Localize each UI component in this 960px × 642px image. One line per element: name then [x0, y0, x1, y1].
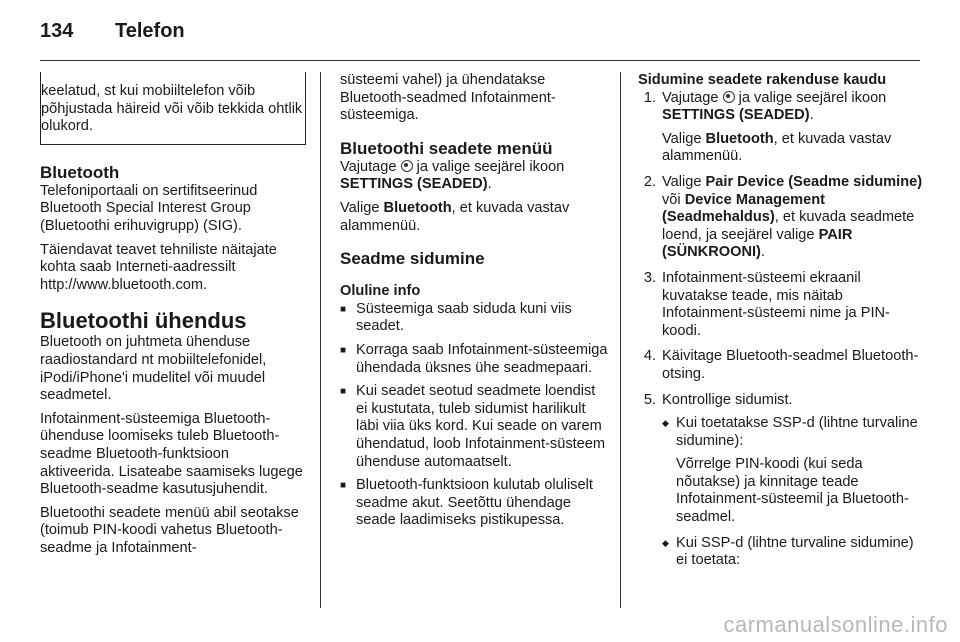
column-divider-2 — [620, 72, 621, 608]
page-title: Telefon — [115, 20, 185, 42]
paragraph: Valige Bluetooth, et kuvada vastav alammenüü. — [662, 130, 892, 165]
note-box — [40, 72, 306, 145]
square-bullet-icon: ■ — [340, 386, 347, 398]
paragraph: süsteemi vahel) ja ühendatakse Bluetooth-seadmed Infotainment-süsteemiga. — [340, 72, 556, 124]
gear-icon — [723, 91, 735, 103]
list-item: 5. Kontrollige sidumist. — [643, 391, 793, 408]
list-item: 3. Infotainment-süsteemi ekraanil kuvatakse teade, mis näitab Infotainment-süsteemi nime ja PIN-koodi. — [643, 269, 890, 339]
paragraph: Bluetoothi seadete menüü abil seotakse (toimub PIN-koodi vahetus Bluetooth-seadme ja Infotainment- — [40, 504, 299, 556]
watermark: carmanualsonline.info — [723, 612, 948, 637]
paragraph: Võrrelge PIN-koodi (kui seda nõutakse) ja kinnitage teade Infotainment-süsteemil ja Bluetooth-seadmel. — [676, 456, 909, 526]
list-item: 4. Käivitage Bluetooth-seadmel Bluetooth-otsing. — [643, 348, 919, 382]
paragraph: Täiendavat teavet tehniliste näitajate kohta saab Interneti-aadressilt http://www.bluetooth.com. — [40, 241, 277, 293]
heading-bluetooth-connection: Bluetoothi ühendus — [40, 308, 247, 334]
column-2 — [340, 72, 608, 530]
sub-list-item: ◆ Kui toetatakse SSP-d (lihtne turvaline sidumine): — [662, 415, 918, 449]
column-3 — [638, 72, 928, 570]
list-item: 2. Valige Pair Device (Seadme sidumine) või Device Management (Seadmehaldus), et kuvada seadmete loend, ja seejärel valige PAIR (SÜNKROONI). — [643, 173, 923, 261]
paragraph: Valige Bluetooth, et kuvada vastav alammenüü. — [340, 199, 570, 234]
diamond-bullet-icon: ◆ — [662, 418, 669, 429]
header-rule — [40, 60, 920, 61]
list-item: ■ Bluetooth-funktsioon kulutab oluliselt seadme akut. Seetõttu ühendage seade laadimiseks pistikupessa. — [340, 477, 593, 529]
list-item: ■ Kui seadet seotud seadmete loendist ei kustutata, tuleb sidumist harilikult läbi viia üks kord. Kui seade on varem ühendatud, loob Infotainment-süsteem ühenduse automaatselt. — [340, 383, 606, 470]
column-divider-1 — [320, 72, 321, 608]
square-bullet-icon: ■ — [340, 344, 347, 356]
gear-icon — [401, 160, 413, 172]
list-item: ■ Süsteemiga saab siduda kuni viis seadet. — [340, 300, 572, 335]
paragraph: Vajutage ja valige seejärel ikoon SETTINGS (SEADED). — [340, 158, 565, 193]
paragraph: Infotainment-süsteemiga Bluetooth-ühenduse loomiseks tuleb Bluetooth-seadme Bluetooth-funktsioon aktiveerida. Lisateabe saamiseks lugege Bluetooth-seadme kasutusjuhendit. — [40, 410, 303, 498]
paragraph: Telefoniportaali on sertifitseerinud Bluetooth Special Interest Group (Bluetoothi erihuvigrupp) (SIG). — [40, 182, 258, 234]
page-header — [40, 20, 185, 46]
column-1 — [40, 72, 306, 557]
heading-device-pairing: Seadme sidumine — [340, 249, 485, 269]
heading-bluetooth-settings-menu: Bluetoothi seadete menüü — [340, 138, 553, 158]
heading-important-info: Oluline info — [340, 283, 421, 300]
diamond-bullet-icon: ◆ — [662, 537, 669, 548]
list-item: ■ Korraga saab Infotainment-süsteemiga ühendada üksnes ühe seadmepaari. — [340, 341, 608, 376]
paragraph: Bluetooth on juhtmeta ühenduse raadiostandard nt mobiiltelefonidel, iPodi/iPhone'i mudelitel või muudel seadmetel. — [40, 334, 267, 404]
square-bullet-icon: ■ — [340, 303, 347, 315]
note-text: keelatud, st kui mobiiltelefon võib põhjustada häireid või võib tekkida ohtlik olukord. — [41, 83, 303, 135]
heading-bluetooth: Bluetooth — [40, 162, 120, 182]
page-number: 134 — [40, 20, 74, 42]
list-item: 1. Vajutage ja valige seejärel ikoon SETTINGS (SEADED). — [643, 89, 887, 124]
heading-pairing-via-settings: Sidumine seadete rakenduse kaudu — [638, 72, 887, 88]
sub-list-item: ◆ Kui SSP-d (lihtne turvaline sidumine) ei toetata: — [662, 534, 914, 569]
square-bullet-icon: ■ — [340, 480, 347, 492]
